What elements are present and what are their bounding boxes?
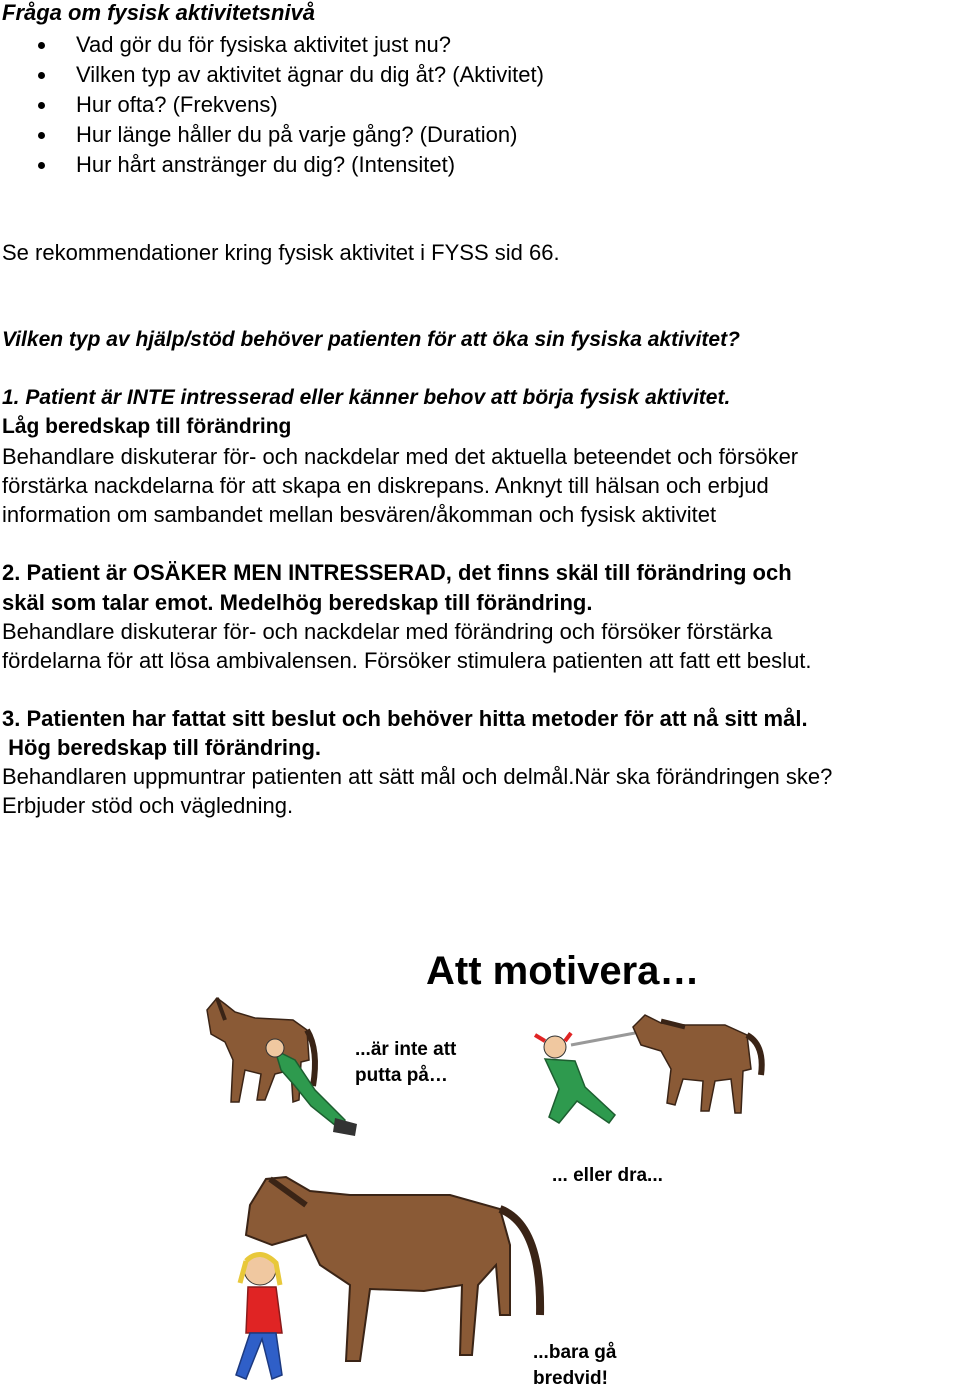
bullet-icon (38, 162, 45, 169)
section1-text-line: förstärka nackdelarna för att skapa en diskrepans. Anknyt till hälsan och erbjud (2, 473, 769, 498)
list-item: Vad gör du för fysiska aktivitet just nu? (0, 30, 544, 60)
pushing-horse-illustration (195, 990, 365, 1155)
bullet-icon (38, 132, 45, 139)
section1-text-line: information om sambandet mellan besvären/åkomman och fysisk aktivitet (2, 502, 717, 527)
pulling-horse-illustration (515, 1005, 770, 1140)
bullet-icon (38, 42, 45, 49)
horse-icon (633, 1015, 762, 1113)
section3-title: 3. Patienten har fattat sitt beslut och behöver hitta metoder för att nå sitt mål. (2, 706, 808, 731)
section1-text-line: Behandlare diskuterar för- och nackdelar med det aktuella beteendet och försöker (2, 444, 799, 469)
section3-subtitle: Hög beredskap till förändring. (2, 735, 322, 760)
section2-text-line: Behandlare diskuterar för- och nackdelar med förändring och försöker förstärka (2, 619, 773, 644)
section2-title-line: 2. Patient är OSÄKER MEN INTRESSERAD, det finns skäl till förändring och (2, 560, 792, 585)
rope-icon (571, 1033, 635, 1045)
list-item: Hur ofta? (Frekvens) (0, 90, 544, 120)
section1-subtitle: Låg beredskap till förändring (2, 415, 292, 438)
caption-push: ...är inte att putta på… (355, 1039, 457, 1086)
section2-title-line: skäl som talar emot. Medelhög beredskap till förändring. (2, 590, 593, 615)
person-icon (535, 1033, 615, 1123)
section3-text-line: Erbjuder stöd och vägledning. (2, 793, 294, 818)
cartoon-title: Att motivera… (426, 949, 700, 993)
horse-icon (246, 1177, 540, 1361)
section1-title: 1. Patient är INTE intresserad eller känner behov att börja fysisk aktivitet. (2, 386, 731, 409)
caption-walk: ...bara gå bredvid! (533, 1342, 617, 1389)
list-item: Hur länge håller du på varje gång? (Duration) (0, 120, 544, 150)
walking-horse-illustration (210, 1165, 560, 1390)
girl-icon (236, 1253, 282, 1379)
page-heading: Fråga om fysisk aktivitetsnivå (2, 0, 316, 25)
bullet-icon (38, 72, 45, 79)
recommendation-text: Se rekommendationer kring fysisk aktivitet i FYSS sid 66. (2, 240, 560, 265)
list-item: Hur hårt anstränger du dig? (Intensitet) (0, 150, 544, 180)
bullet-icon (38, 102, 45, 109)
caption-pull: ... eller dra... (552, 1165, 663, 1186)
support-question: Vilken typ av hjälp/stöd behöver patienten för att öka sin fysiska aktivitet? (2, 328, 740, 351)
section3-text-line: Behandlaren uppmuntrar patienten att sätt mål och delmål.När ska förändringen ske? (2, 764, 833, 789)
question-list (0, 30, 544, 180)
section2-text-line: fördelarna för att lösa ambivalensen. Försöker stimulera patienten att fatt ett beslut. (2, 648, 812, 673)
list-item: Vilken typ av aktivitet ägnar du dig åt? (Aktivitet) (0, 60, 544, 90)
